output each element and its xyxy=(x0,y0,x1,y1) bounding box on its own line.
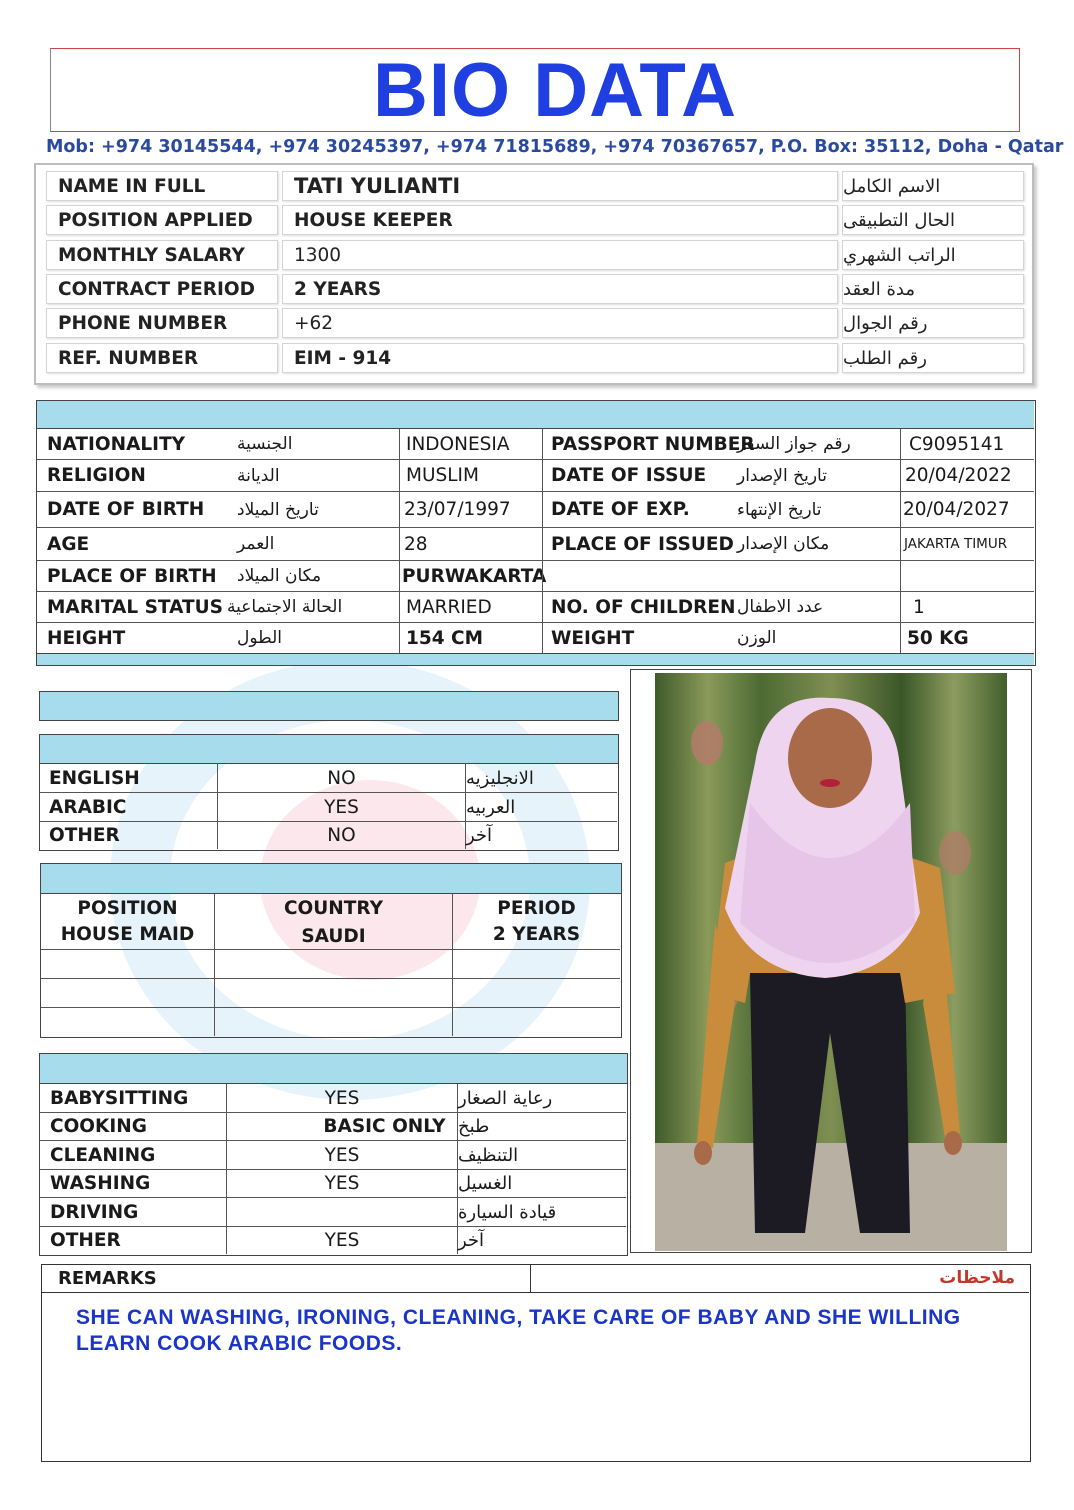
row-ref xyxy=(46,343,1026,373)
phone-arabic: رقم الجوال xyxy=(842,308,1024,338)
religion-arabic: الديانة xyxy=(237,465,280,486)
position-value: HOUSE KEEPER xyxy=(282,205,838,235)
row-name xyxy=(46,171,1026,201)
skills-header-bar xyxy=(39,1053,628,1084)
skill-arabic: رعاية الصغار xyxy=(458,1087,553,1109)
exp-header-country: COUNTRY xyxy=(283,898,384,919)
skill-row xyxy=(40,1170,626,1198)
details-row xyxy=(37,429,1034,460)
age-arabic: العمر xyxy=(237,534,275,554)
details-row xyxy=(37,592,1034,623)
skill-arabic: قيادة السيارة xyxy=(458,1201,557,1223)
personal-info-block xyxy=(34,163,1034,385)
name-label: NAME IN FULL xyxy=(46,171,278,201)
experience-header-row xyxy=(41,894,620,950)
language-label: OTHER xyxy=(49,825,120,846)
birthplace-arabic: مكان الميلاد xyxy=(237,566,322,586)
language-row xyxy=(40,793,617,822)
height-value: 154 CM xyxy=(399,623,542,653)
passport-label: PASSPORT NUMBER xyxy=(542,429,902,459)
details-block xyxy=(36,400,1036,666)
language-row xyxy=(40,764,617,793)
position-label: POSITION APPLIED xyxy=(46,205,278,235)
language-value: NO xyxy=(327,767,356,789)
skill-label: WASHING xyxy=(50,1173,151,1194)
name-value: TATI YULIANTI xyxy=(282,171,838,201)
skill-label: CLEANING xyxy=(50,1144,156,1166)
remarks-header xyxy=(42,1265,1029,1293)
position-arabic: الحال التطبيقى xyxy=(842,205,1024,235)
experience-header-bar xyxy=(40,863,622,894)
marital-arabic: الحالة الاجتماعية xyxy=(227,597,343,617)
passport-value: C9095141 xyxy=(900,429,1034,459)
skills-table xyxy=(39,1053,628,1256)
skill-arabic: الغسيل xyxy=(458,1173,513,1194)
details-header-bar xyxy=(37,401,1034,429)
experience-table xyxy=(40,863,622,1038)
skill-arabic: آخر xyxy=(458,1230,485,1251)
details-row xyxy=(37,492,1034,528)
birthplace-label: PLACE OF BIRTH xyxy=(47,565,217,587)
language-row xyxy=(40,822,617,849)
details-row xyxy=(37,460,1034,492)
phone-value: +62 xyxy=(282,308,838,338)
details-row xyxy=(37,561,1034,592)
issue-place-label: PLACE OF ISSUED xyxy=(542,528,902,560)
row-salary xyxy=(46,240,1026,270)
weight-value: 50 KG xyxy=(900,623,1034,653)
ref-label: REF. NUMBER xyxy=(46,343,278,373)
skill-value: YES xyxy=(324,1144,360,1166)
skill-row xyxy=(40,1113,626,1141)
skill-value: BASIC ONLY xyxy=(323,1116,446,1137)
language-arabic: الانجليزيه xyxy=(466,767,534,789)
languages-header-bar xyxy=(39,734,619,764)
dob-label: DATE OF BIRTH xyxy=(47,499,205,520)
age-label: AGE xyxy=(47,533,90,555)
ref-arabic: رقم الطلب xyxy=(842,343,1024,373)
experience-row xyxy=(41,1008,620,1036)
dob-value: 23/07/1997 xyxy=(399,492,542,527)
details-row xyxy=(37,528,1034,561)
language-arabic: آخر xyxy=(466,825,493,846)
remarks-divider xyxy=(530,1265,531,1293)
skill-row xyxy=(40,1141,626,1170)
language-label: ENGLISH xyxy=(49,767,140,789)
row-phone xyxy=(46,308,1026,338)
nationality-value: INDONESIA xyxy=(399,429,542,459)
contact-line: Mob: +974 30145544, +974 30245397, +974 71815689, +974 70367657, P.O. Box: 35112, Doha - Qatar xyxy=(46,137,1064,157)
language-value: YES xyxy=(324,796,359,818)
weight-arabic: الوزن xyxy=(737,628,777,648)
skill-label: DRIVING xyxy=(50,1201,139,1223)
row-position xyxy=(46,205,1026,235)
religion-label: RELIGION xyxy=(47,465,146,486)
details-row xyxy=(37,623,1034,653)
empty-cell xyxy=(900,561,1034,591)
title-box xyxy=(50,48,1020,132)
language-label: ARABIC xyxy=(49,796,127,818)
religion-value: MUSLIM xyxy=(399,460,542,491)
contract-value: 2 YEARS xyxy=(282,274,838,304)
passport-arabic: رقم جواز السفر xyxy=(737,434,851,454)
skill-row xyxy=(40,1084,626,1113)
skill-label: BABYSITTING xyxy=(50,1087,189,1109)
skill-value xyxy=(227,1198,457,1226)
page-title: BIO DATA xyxy=(372,47,738,133)
skill-label: COOKING xyxy=(50,1116,147,1137)
experience-row xyxy=(41,950,620,979)
children-label: NO. OF CHILDREN xyxy=(542,592,902,622)
skill-value: YES xyxy=(324,1230,360,1251)
exp-date-label: DATE OF EXP. xyxy=(542,492,902,527)
exp-position: HOUSE MAID xyxy=(60,924,195,945)
phone-label: PHONE NUMBER xyxy=(46,308,278,338)
issue-date-value: 20/04/2022 xyxy=(900,460,1034,491)
row-contract xyxy=(46,274,1026,304)
skill-value: YES xyxy=(324,1173,360,1194)
ref-value: EIM - 914 xyxy=(282,343,838,373)
remarks-box xyxy=(41,1264,1031,1462)
nationality-arabic: الجنسية xyxy=(237,434,293,454)
remarks-text: SHE CAN WASHING, IRONING, CLEANING, TAKE CARE OF BABY AND SHE WILLING LEARN COOK ARABIC FOODS. xyxy=(76,1306,961,1355)
skill-arabic: طبخ xyxy=(458,1116,490,1137)
skill-arabic: التنظيف xyxy=(458,1144,519,1166)
children-arabic: عدد الاطفال xyxy=(737,597,824,617)
salary-value: 1300 xyxy=(282,240,838,270)
photo-frame xyxy=(630,669,1032,1253)
marital-label: MARITAL STATUS xyxy=(47,596,223,618)
contract-label: CONTRACT PERIOD xyxy=(46,274,278,304)
weight-label: WEIGHT xyxy=(542,623,902,653)
age-value: 28 xyxy=(399,528,542,560)
issue-place-value: JAKARTA TIMUR xyxy=(900,528,1034,560)
languages-table xyxy=(39,734,619,851)
name-arabic: الاسم الكامل xyxy=(842,171,1024,201)
birthplace-value: PURWAKARTA xyxy=(399,561,542,591)
remarks-label: REMARKS xyxy=(58,1268,157,1289)
exp-date-value: 20/04/2027 xyxy=(900,492,1034,527)
issue-place-arabic: مكان الإصدار xyxy=(737,534,830,554)
exp-header-position: POSITION xyxy=(77,898,178,919)
section-bar xyxy=(39,691,619,721)
height-label: HEIGHT xyxy=(47,627,126,649)
skill-value: YES xyxy=(324,1087,360,1109)
children-value: 1 xyxy=(900,592,1034,622)
exp-date-arabic: تاريخ الإنتهاء xyxy=(737,499,822,520)
skill-row xyxy=(40,1198,626,1227)
dob-arabic: تاريخ الميلاد xyxy=(237,499,319,520)
language-value: NO xyxy=(327,825,356,846)
empty-cell xyxy=(542,561,900,591)
marital-value: MARRIED xyxy=(399,592,542,622)
issue-date-label: DATE OF ISSUE xyxy=(542,460,902,491)
details-footer-bar xyxy=(37,653,1034,665)
remarks-arabic: ملاحظات xyxy=(939,1268,1015,1288)
experience-row xyxy=(41,979,620,1008)
issue-date-arabic: تاريخ الإصدار xyxy=(737,465,827,486)
height-arabic: الطول xyxy=(237,628,282,648)
exp-period: 2 YEARS xyxy=(492,924,581,945)
skill-row xyxy=(40,1227,626,1254)
salary-arabic: الراتب الشهري xyxy=(842,240,1024,270)
exp-header-period: PERIOD xyxy=(497,898,576,919)
exp-country: SAUDI xyxy=(301,926,366,947)
language-arabic: العربيه xyxy=(466,796,516,818)
candidate-photo xyxy=(655,673,1007,1251)
nationality-label: NATIONALITY xyxy=(47,433,186,455)
contract-arabic: مدة العقد xyxy=(842,274,1024,304)
salary-label: MONTHLY SALARY xyxy=(46,240,278,270)
skill-label: OTHER xyxy=(50,1230,121,1251)
